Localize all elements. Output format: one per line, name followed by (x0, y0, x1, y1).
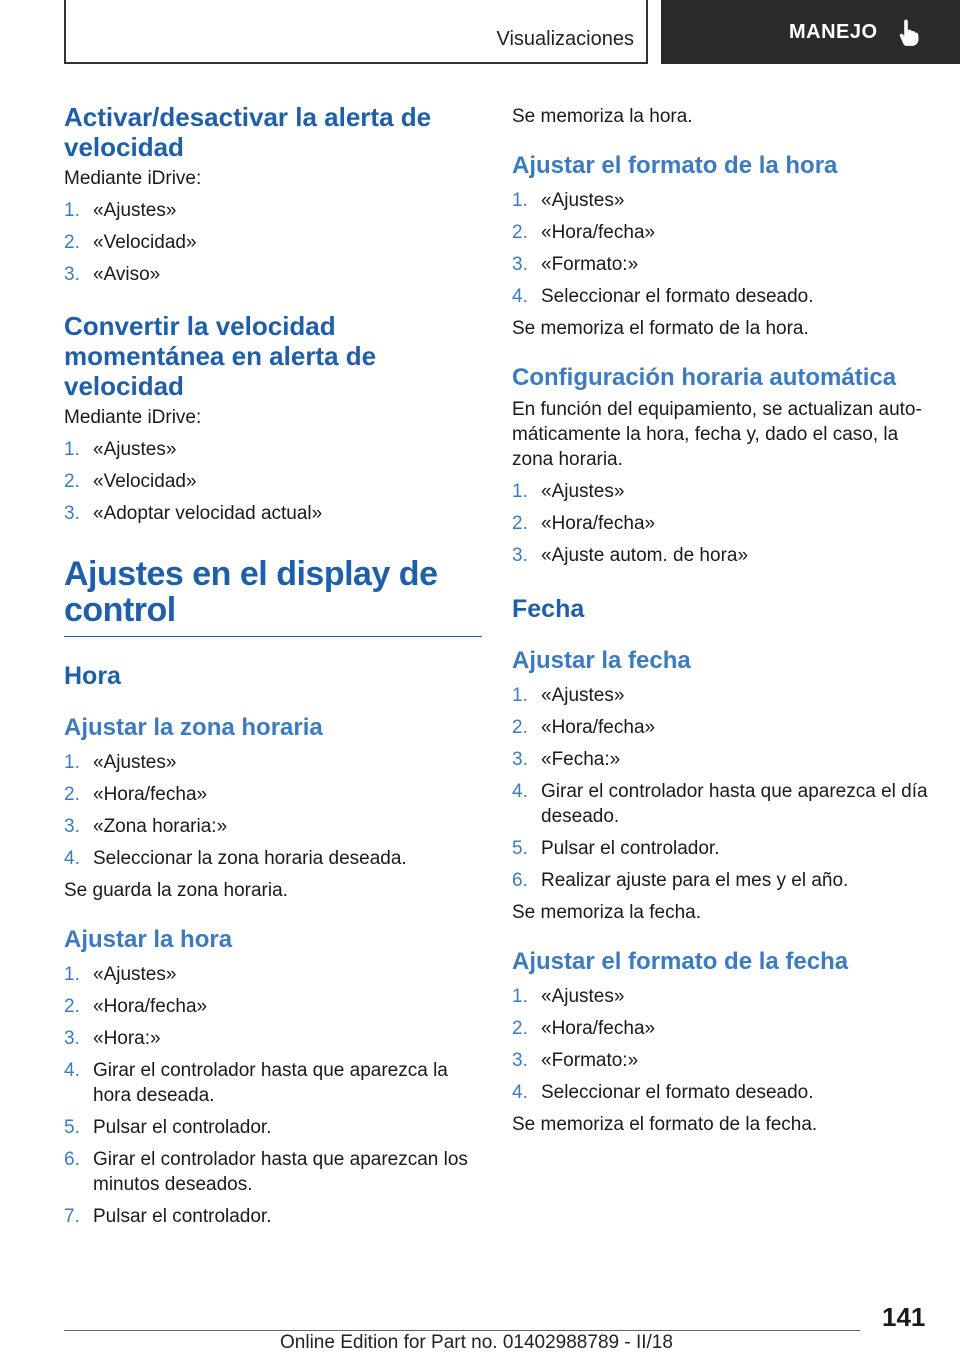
list-item: 4. Seleccionar el formato deseado. (512, 1082, 814, 1103)
section-heading-fecha: Fecha (512, 595, 585, 623)
list-item: 4. Girar el controlador hasta que aparezca el día deseado. (512, 781, 928, 827)
list-item: 1. «Ajustes» (512, 481, 625, 502)
list-item: 2. «Hora/fecha» (512, 717, 656, 738)
list-item: 2. «Hora/fecha» (64, 784, 208, 805)
steps-list-speed-alert (64, 198, 482, 287)
note-text: Se memoriza el formato de la hora. (512, 318, 809, 339)
header-chapter-tab[interactable] (661, 0, 960, 64)
list-item: 4. Girar el controlador hasta que aparezca la hora deseada. (64, 1060, 448, 1106)
footer-edition-text: Online Edition for Part no. 01402988789 - II/18 (280, 1332, 673, 1353)
steps-list-timezone (64, 750, 482, 871)
heading-date-format: Ajustar el formato de la fecha (512, 948, 849, 975)
steps-list-date-format (512, 984, 932, 1105)
list-item: 2. «Hora/fecha» (512, 222, 656, 243)
steps-list-set-date (512, 683, 932, 893)
heading-timezone: Ajustar la zona horaria (64, 714, 323, 741)
list-item: 1. «Ajustes» (64, 752, 177, 773)
list-item: 3. «Zona horaria:» (64, 816, 228, 837)
intro-text: En función del equipamiento, se actualizan automáticamente la hora, fecha y, dado el caso, la zona horaria. (512, 399, 922, 470)
list-item: 2. «Velocidad» (64, 232, 197, 253)
heading-speed-alert: Activar/desactivar la alerta de velocidad (64, 102, 432, 162)
list-item: 2. «Hora/fecha» (512, 513, 656, 534)
list-item: 1. «Ajustes» (512, 190, 625, 211)
section-heading-hora: Hora (64, 662, 121, 690)
list-item: 3. «Formato:» (512, 1050, 639, 1071)
steps-list-set-time (64, 962, 482, 1229)
footer-rule (64, 1330, 860, 1331)
list-item: 7. Pulsar el controlador. (64, 1206, 272, 1227)
note-text: Se memoriza la hora. (512, 106, 693, 127)
chapter-heading: Ajustes en el display de control (64, 555, 438, 629)
list-item: 4. Seleccionar la zona horaria deseada. (64, 848, 407, 869)
heading-time-format: Ajustar el formato de la hora (512, 152, 838, 179)
pointing-hand-icon (898, 18, 922, 46)
list-item: 2. «Hora/fecha» (64, 996, 208, 1017)
steps-list-auto-time (512, 479, 932, 568)
note-text: Se memoriza la fecha. (512, 902, 702, 923)
list-item: 6. Girar el controlador hasta que aparezcan los minutos deseados. (64, 1149, 468, 1195)
heading-auto-time: Configuración horaria automática (512, 364, 897, 391)
list-item: 3. «Adoptar velocidad actual» (64, 503, 323, 524)
left-column (64, 102, 482, 1229)
list-item: 3. «Aviso» (64, 264, 161, 285)
list-item: 1. «Ajustes» (64, 964, 177, 985)
list-item: 2. «Hora/fecha» (512, 1018, 656, 1039)
header-chapter-title: MANEJO (789, 20, 878, 43)
steps-list-convert-speed (64, 437, 482, 526)
page-number: 141 (882, 1302, 926, 1332)
heading-set-date: Ajustar la fecha (512, 647, 691, 674)
intro-text: Mediante iDrive: (64, 407, 202, 428)
list-item: 1. «Ajustes» (64, 200, 177, 221)
list-item: 1. «Ajustes» (512, 685, 625, 706)
list-item: 6. Realizar ajuste para el mes y el año. (512, 870, 849, 891)
list-item: 5. Pulsar el controlador. (512, 838, 720, 859)
intro-text: Mediante iDrive: (64, 168, 202, 189)
note-text: Se guarda la zona horaria. (64, 880, 288, 901)
list-item: 5. Pulsar el controlador. (64, 1117, 272, 1138)
list-item: 1. «Ajustes» (512, 986, 625, 1007)
note-text: Se memoriza el formato de la fecha. (512, 1114, 818, 1135)
list-item: 4. Seleccionar el formato deseado. (512, 286, 814, 307)
list-item: 3. «Hora:» (64, 1028, 161, 1049)
list-item: 3. «Ajuste autom. de hora» (512, 545, 749, 566)
right-column (512, 102, 932, 1137)
heading-rule (64, 636, 482, 637)
list-item: 3. «Fecha:» (512, 749, 621, 770)
list-item: 3. «Formato:» (512, 254, 639, 275)
heading-convert-speed: Convertir la velocidad momentánea en alerta de velocidad (64, 311, 377, 401)
header-section-title: Visualizaciones (496, 28, 634, 50)
list-item: 2. «Velocidad» (64, 471, 197, 492)
steps-list-time-format (512, 188, 932, 309)
list-item: 1. «Ajustes» (64, 439, 177, 460)
heading-set-time: Ajustar la hora (64, 926, 233, 953)
